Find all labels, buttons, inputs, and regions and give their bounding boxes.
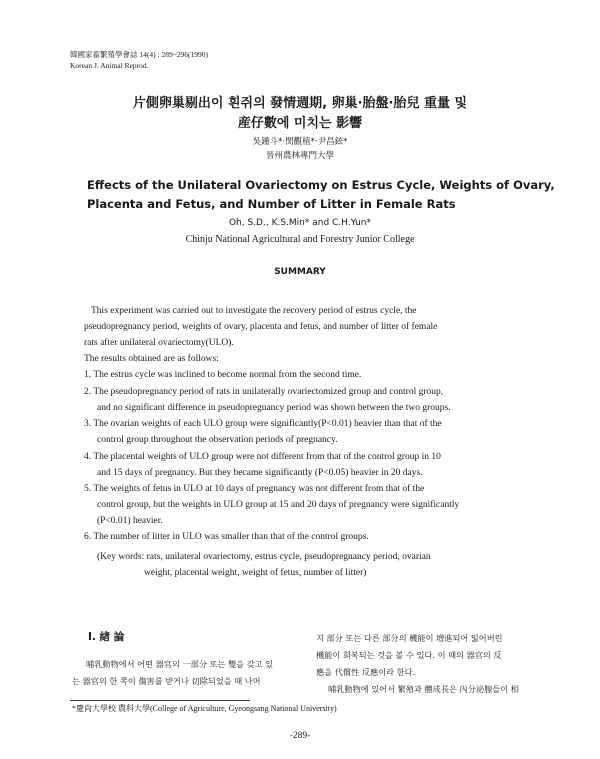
summary-intro-line: pseudopregnancy period, weights of ovary, placenta and fetus, and number of litter of female	[84, 322, 438, 332]
english-title-line2: Placenta and Fetus, and Number of Litter in Female Rats	[87, 197, 456, 211]
english-authors: Oh, S.D., K.S.Min* and C.H.Yun*	[228, 218, 372, 228]
summary-intro-line: rats after unilateral ovariectomy(ULO).	[84, 338, 234, 348]
section-heading-introduction: I. 緖 論	[88, 631, 125, 643]
result-item-5-cont: (P<0.01) heavier.	[97, 516, 163, 526]
keywords-line: (Key words: rats, unilateral ovariectomy, estrus cycle, pseudopregnancy period, ovarian	[97, 552, 431, 562]
korean-authors: 吳鍾斗*·閔觀植*·尹昌鉉*	[252, 137, 348, 147]
journal-citation: 韓國家畜繁殖學會誌 14(4) : 289~296(1990)	[70, 50, 209, 59]
korean-title-line1: 片側卵巢剔出이 흰쥐의 發情週期, 卵巢·胎盤·胎兒 重量 및	[132, 96, 468, 111]
korean-affiliation: 晉州農林專門大學	[265, 151, 334, 161]
summary-intro-line: The results obtained are as follows:	[84, 354, 219, 364]
result-item-3: 3. The ovarian weights of each ULO group were significantly(P<0.01) heavier than that of the	[84, 419, 442, 429]
result-item-3-cont: control group throughout the observation periods of pregnancy.	[97, 435, 338, 445]
result-item-1: 1. The estrus cycle was inclined to become normal from the second time.	[84, 370, 362, 380]
english-affiliation: Chinju National Agricultural and Forestry Junior College	[185, 234, 415, 245]
intro-right-line: 지 部分 또는 다른 部分의 機能이 增進되어 잃어버린	[316, 633, 503, 643]
page-number: -289-	[289, 731, 311, 741]
intro-right-line: 哺乳動物에 있어서 繁殖과 體成長은 內分泌腺들이 相	[328, 684, 519, 694]
result-item-4: 4. The placental weights of ULO group were not different from that of the control group in 10	[84, 452, 441, 462]
result-item-6: 6. The number of litter in ULO was smaller than that of the control groups.	[84, 532, 369, 542]
intro-left-line: 는 器官의 한 쪽이 傷害를 받거나 切除되었을 때 나머	[72, 676, 261, 686]
footnote-rule	[70, 700, 250, 701]
english-title-line1: Effects of the Unilateral Ovariectomy on Estrus Cycle, Weights of Ovary,	[87, 178, 555, 192]
result-item-2: 2. The pseudopregnancy period of rats in unilaterally ovariectomized group and control group,	[84, 387, 444, 397]
summary-intro-line: This experiment was carried out to investigate the recovery period of estrus cycle, the	[91, 306, 417, 316]
result-item-2-cont: and no significant difference in pseudopregnancy period was shown between the two groups.	[97, 403, 451, 413]
result-item-5: 5. The weights of fetus in ULO at 10 days of pregnancy was not different from that of the	[84, 484, 425, 494]
korean-title-line2: 産仔數에 미치는 影響	[237, 116, 363, 131]
keywords-line: weight, placental weight, weight of fetus, number of litter)	[144, 568, 367, 578]
result-item-5-cont: control group, but the weights in ULO group at 15 and 20 days of pregnancy were significantly	[97, 500, 460, 510]
summary-heading: SUMMARY	[274, 267, 326, 277]
journal-name: Korean J. Animal Reprod.	[70, 61, 149, 70]
footnote: *慶尙大學校 農科大學(College of Agriculture, Gyeongsang National University)	[72, 704, 337, 713]
result-item-4-cont: and 15 days of pregnancy. But they became significantly (P<0.05) heavier in 20 days.	[97, 468, 423, 478]
intro-left-line: 哺乳動物에서 어떤 器官의 一部分 또는 雙을 갖고 있	[86, 659, 274, 669]
intro-right-line: 機能이 회복되는 것을 볼 수 있다. 이 때의 器官의 反	[316, 650, 502, 660]
intro-right-line: 應을 代償性 反應이라 한다.	[316, 667, 416, 677]
